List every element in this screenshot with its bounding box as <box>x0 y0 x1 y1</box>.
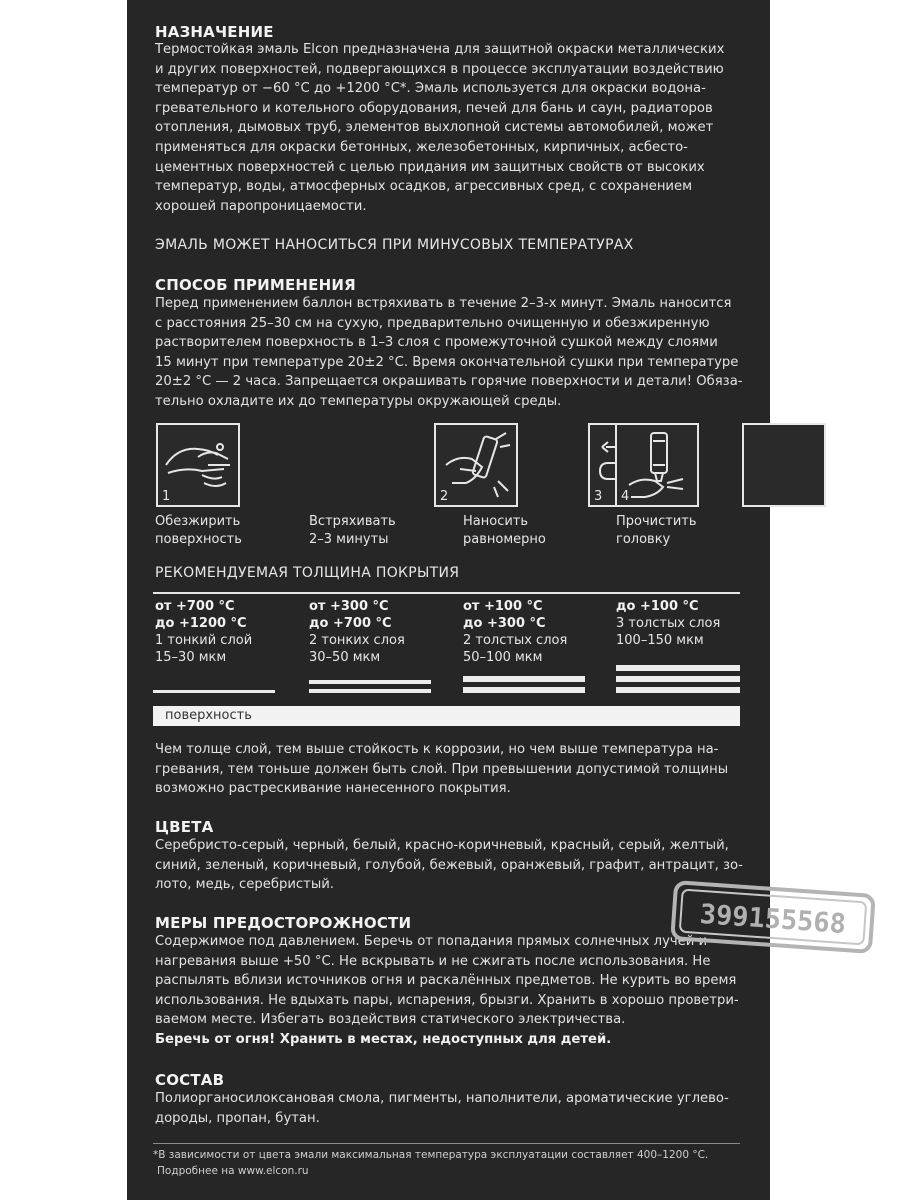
application-line: 15 минут при температуре 20±2 °С. Время окончательной сушки при температуре <box>155 354 739 370</box>
surface-label: поверхность <box>165 708 252 723</box>
purpose-text <box>155 40 745 216</box>
precautions-heading: МЕРЫ ПРЕДОСТОРОЖНОСТИ <box>155 914 412 932</box>
shake-can-icon <box>434 423 518 507</box>
purpose-line: отопления, дымовых труб, элементов выхлопной системы автомобилей, может <box>155 120 714 136</box>
step-caption: Прочистить головку <box>616 514 697 547</box>
thickness-column: от +700 °С до +1200 °С 1 тонкий слой 15–30 мкм <box>155 599 253 665</box>
application-line: тельно охладите их до температуры окружающей среды. <box>155 393 562 409</box>
precautions-bold-line: Беречь от огня! Хранить в местах, недоступных для детей. <box>155 1031 612 1047</box>
clean-nozzle-icon <box>615 423 699 507</box>
purpose-line: температур, воды, атмосферных осадков, агрессивных сред, с сохранением <box>155 179 693 195</box>
footnote-link: Подробнее на www.elcon.ru <box>157 1165 309 1177</box>
composition-text: Полиорганосилоксановая смола, пигменты, наполнители, ароматические углево- дороды, пропан, бутан. <box>155 1091 729 1126</box>
step-caption: Встряхивать 2–3 минуты <box>309 514 396 547</box>
layer-bar <box>309 680 431 684</box>
layer-bar <box>309 689 431 693</box>
precautions-text: Содержимое под давлением. Беречь от попадания прямых солнечных лучей и нагревания выше +50 °С. Не вскрывать и не сжигать после использования. Не распылять вблизи источников огня и раскалённых предметов. Не курить во время использования. Не вдыхать пары, испарения, брызги. Хранить в хорошо проветри- ваемом месте. Избегать воздействия статического электричества. Беречь от огня! Хранить в местах, недоступных для детей. <box>155 932 745 1050</box>
step-number: 1 <box>162 489 171 504</box>
subzero-notice: ЭМАЛЬ МОЖЕТ НАНОСИТЬСЯ ПРИ МИНУСОВЫХ ТЕМПЕРАТУРАХ <box>155 237 634 253</box>
layer-bar <box>153 690 275 693</box>
application-line: Перед применением баллон встряхивать в течение 2–3-х минут. Эмаль наносится <box>155 296 732 311</box>
application-line: 20±2 °С — 2 часа. Запрещается окрашивать горячие поверхности и детали! Обяза- <box>155 374 743 390</box>
product-label-panel <box>127 0 770 1200</box>
layer-bar <box>616 687 740 693</box>
colors-text: Серебристо-серый, черный, белый, красно-коричневый, красный, серый, желтый, синий, зеленый, коричневый, голубой, бежевый, оранжевый, графит, антрацит, зо- лото, медь, серебристый. <box>155 838 743 893</box>
purpose-line: применяться для окраски бетонных, железобетонных, кирпичных, асбесто- <box>155 139 688 155</box>
footnote-line: *В зависимости от цвета эмали максимальная температура эксплуатации составляет 400–1200 °С. <box>153 1149 709 1161</box>
colors-heading: ЦВЕТА <box>155 818 214 836</box>
layer-bar <box>463 687 585 693</box>
thickness-note: Чем толще слой, тем выше стойкость к коррозии, но чем выше температура на- гревания, тем тоньше должен быть слой. При превышении допустимой толщины возможно растрескивание нанесенного покрытия. <box>155 742 729 797</box>
surface-bar <box>153 706 740 726</box>
layer-bar <box>463 676 585 682</box>
composition-heading: СОСТАВ <box>155 1071 225 1089</box>
stamp-number: 399155568 <box>698 898 847 941</box>
step-number: 4 <box>621 489 630 504</box>
purpose-line: гревательного и котельного оборудования, печей для бань и саун, радиаторов <box>155 100 713 116</box>
purpose-line: хорошей паропроницаемости. <box>155 198 367 214</box>
application-heading: СПОСОБ ПРИМЕНЕНИЯ <box>155 276 356 294</box>
step-number: 2 <box>440 489 449 504</box>
purpose-heading: НАЗНАЧЕНИЕ <box>155 23 274 41</box>
application-line: растворителем поверхность в 1–3 слоя с промежуточной сушкой между слоями <box>155 335 718 351</box>
purpose-line: температур от −60 °C до +1200 °C*. Эмаль используется для окраски водона- <box>155 81 706 97</box>
purpose-line: Термостойкая эмаль Elcon предназначена для защитной окраски металлических <box>155 42 725 57</box>
thickness-column: до +100 °С 3 толстых слоя 100–150 мкм <box>616 599 721 648</box>
application-text <box>155 294 745 412</box>
thickness-column: от +300 °С до +700 °С 2 тонких слоя 30–50 мкм <box>309 599 405 665</box>
layer-bar <box>616 665 740 671</box>
thickness-column: от +100 °С до +300 °С 2 толстых слоя 50–100 мкм <box>463 599 568 665</box>
step-caption: Наносить равномерно <box>463 514 546 547</box>
purpose-line: цементных поверхностей с целью придания им защитных свойств от высоких <box>155 159 705 175</box>
thickness-divider <box>153 592 740 594</box>
application-line: с расстояния 25–30 см на сухую, предварительно очищенную и обезжиренную <box>155 315 710 331</box>
step-number: 3 <box>594 489 603 504</box>
layer-bar <box>616 676 740 682</box>
step-caption: Обезжирить поверхность <box>155 514 242 547</box>
purpose-line: и других поверхностей, подвергающихся в процессе эксплуатации воздействию <box>155 61 724 77</box>
degrease-hand-icon <box>156 423 240 507</box>
clean-nozzle-icon <box>742 423 826 507</box>
thickness-heading: РЕКОМЕНДУЕМАЯ ТОЛЩИНА ПОКРЫТИЯ <box>155 565 460 581</box>
footnote-divider <box>153 1143 740 1144</box>
